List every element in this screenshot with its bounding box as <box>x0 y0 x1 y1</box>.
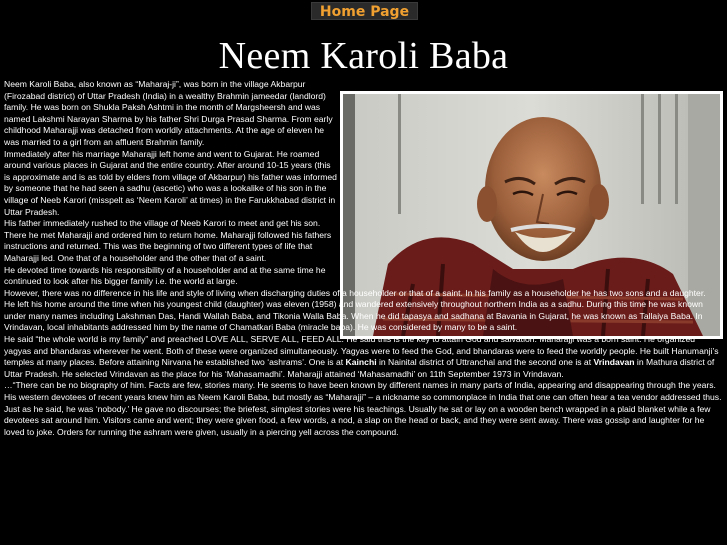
bio-paragraph: Neem Karoli Baba, also known as “Maharaj-ji”, was born in the village Akbarpur (Firozabad district) of Uttar Pradesh (India) in a wealthy Brahmin jameedar (landlord) family. He was born on Shukla Paksh Ashtmi in the month of Margsheersh and was named Lakshmi Narayan Sharma by his father Shri Durga Prasad Sharma. From early childhood Maharajji was detached from worldly attachments. At the age of eleven he was married to a girl from an affluent Brahmin family. <box>4 79 333 147</box>
worship-text-c: in Mathura district of Uttar Pradesh. He selected Vrindavan as the place for his ‘Mahasamadhi’. Maharajji attained ‘Mahasamadhi’ on 11th September 1973 in Vrindavan. <box>4 357 715 379</box>
home-page-link[interactable]: Home Page <box>319 4 410 20</box>
quote-paragraph: …“There can be no biography of him. Facts are few, stories many. He seems to have been known by different names in many parts of India, appearing and disappearing through the years. His western devotees of recent years knew him as Neem Karoli Baba, but mostly as “Maharajji” – a nickname so commonplace in India that one can often hear a tea vendor addressed thus. Just as he said, he was ‘nobody.’ He gave no discourses; the briefest, simplest stories were his teachings. Usually he sat or lay on a wooden bench wrapped in a plaid blanket while a few devotees sat around him. Visitors came and went; they were given food, a few words, a nod, a slap on the head or back, and they were sent away. There was gossip and laughter for he loved to joke. Orders for running the ashram were given, usually in a piercing yell across the compound. <box>4 380 722 437</box>
worship-text-b: in Nainital district of Uttranchal and the second one is at <box>376 357 594 368</box>
left-column <box>4 79 338 288</box>
bio-paragraph: He left his home around the time when his youngest child (daughter) was eleven (1958) and wandered extensively throughout northern India as a sadhu. During this time he was known under many names including Lakshman Das, Handi Wallah Baba, and Tikonia Walla Baba. When he did tapasya and sadhana at Bavania in Gujarat, he was known as Tallaiya Baba. In Vrindavan, local inhabitants addressed him by the name of Chamatkari Baba (miracle baba). He was considered by many to be a saint. <box>4 299 703 333</box>
bio-paragraph: Immediately after his marriage Maharajji left home and went to Gujarat. He roamed around various places in Gujarat and the entire country. After around 10-15 years (this is approximate and is as told by elders from village of Akbarpur) his father was informed by someone that he had seen a sadhu (ascetic) who was a lookalike of his son in the village of Neeb Karori (misspelt as ‘Neem Karoli’ at times) in the Farukkhabad district in Uttar Pradesh. <box>4 148 337 217</box>
worship-text-a: He said “the whole world is my family” and preached LOVE ALL, SERVE ALL, FEED ALL. He said this is the key to attain God and salvation. Maharajji was a born saint. He organized yagyas and bhandaras wherever he went. Both of these were organized simultaneously. Yagyas were to feed the God, and bhandaras were to feed the worldly people. He built Hanumanji’s temples at many places. Before attaining Nirvana he established two ‘ashrams’. One is at <box>4 334 719 368</box>
bio-paragraph: He devoted time towards his responsibility of a householder and at the same time he continued to look after his bigger family i.e. the world at large. <box>4 264 326 287</box>
top-nav <box>311 2 418 20</box>
kainchi-text: Kainchi <box>345 357 377 368</box>
biography-text <box>4 79 724 438</box>
bio-paragraph-worship <box>4 334 724 380</box>
bio-paragraph: His father immediately rushed to the village of Neeb Karori to meet and get his son. There he met Maharajji and ordered him to return home. Maharajji followed his fathers instructions and returned. This was the beginning of two different types of life that Maharajji led. One that of a householder and the other that of a saint. <box>4 218 332 263</box>
bio-paragraph: However, there was no difference in his life and style of living when discharging duties of a householder or that of a saint. In his family as a householder he has two sons and a daughter. <box>4 287 706 298</box>
vrindavan-text: Vrindavan <box>593 357 635 368</box>
page-title: Neem Karoli Baba <box>218 35 509 77</box>
